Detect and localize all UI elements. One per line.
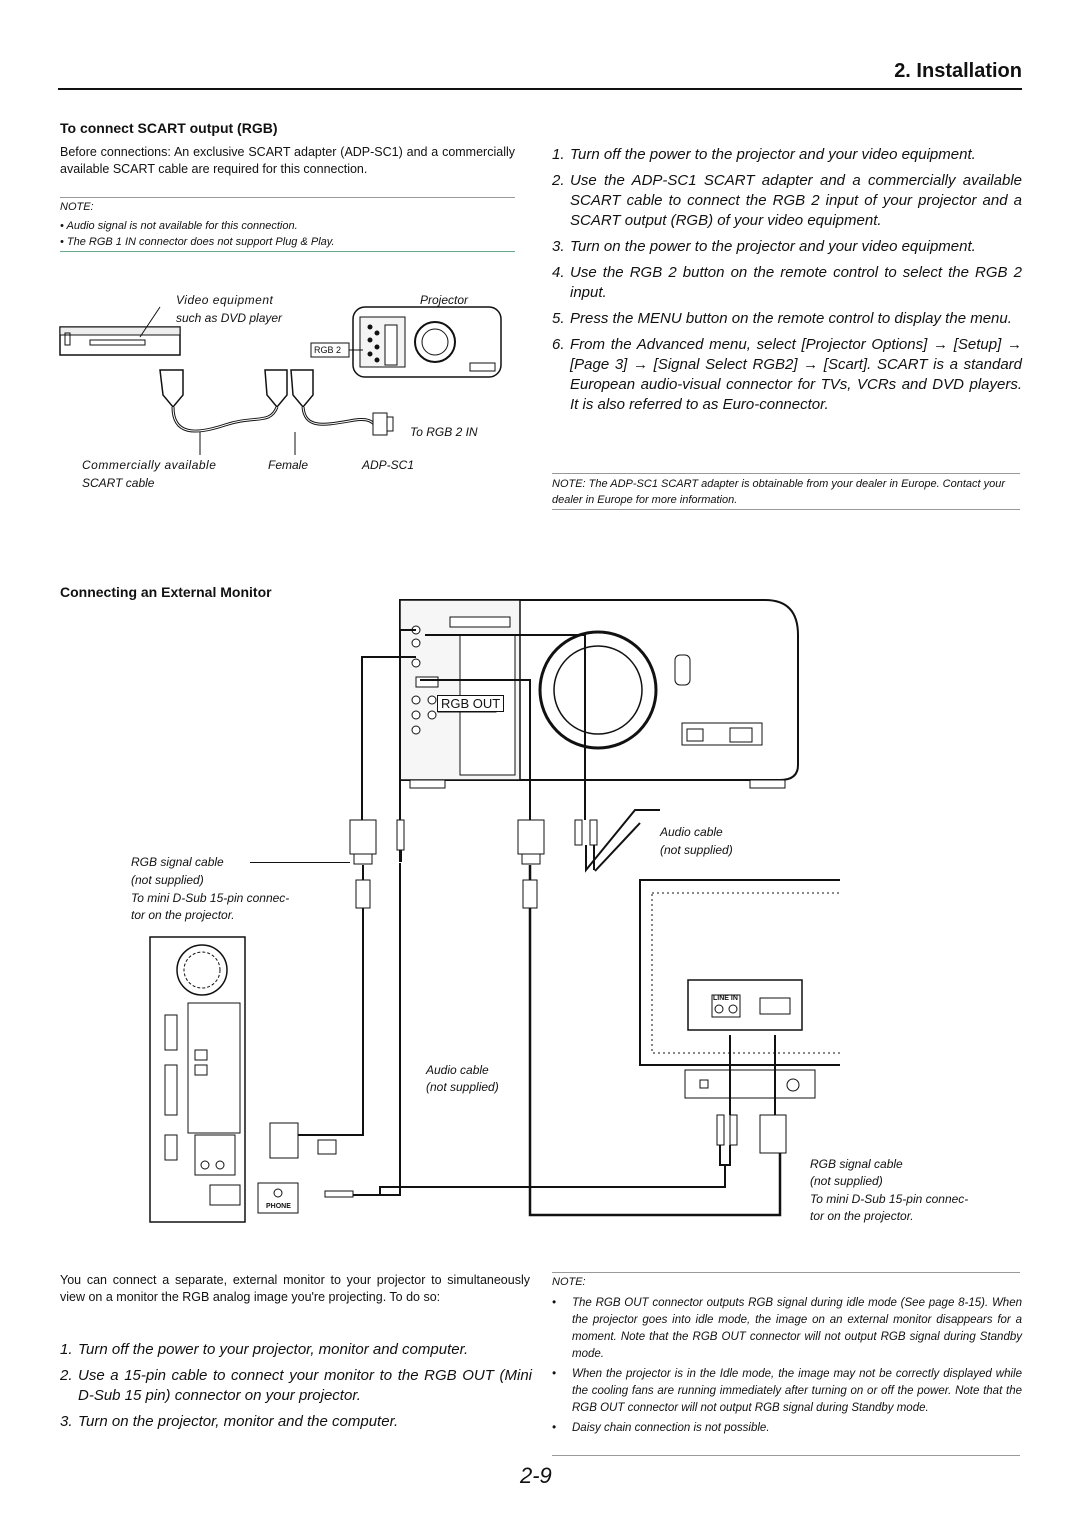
label-projector: Projector [420,293,469,307]
list-item: • Daisy chain connection is not possible. [552,1422,770,1434]
label-not-supplied-1: (not supplied) [660,843,733,857]
scart-steps [552,145,1022,421]
projector-rear-icon [400,600,798,788]
page-header-title: 2. Installation [894,60,1022,82]
list-item: 6. From the Advanced menu, select [Projector Options] → [Setup] → [Page 3] → [Signal Select RGB2] → [Scart]. SCART is a standard European audio-visual connector for TVs, VCRs and DVD players. It is also referred to as Euro-connector. [552,336,1022,413]
list-item: 5. Press the MENU button on the remote control to display the menu. [552,310,1012,327]
leader-line [250,862,350,863]
monitor-icon [640,880,840,1098]
side-note-rule-bottom [552,509,1020,510]
monitor-intro: You can connect a separate, external monitor to your projector to simultaneously view on a monitor the RGB analog image you're projecting. To do so: [60,1273,530,1304]
label-female: Female [268,458,309,472]
label-audio-cable-1: Audio cable [660,825,723,839]
label-phone: PHONE [266,1203,291,1210]
label-video-equipment: Video equipment [176,293,274,307]
note-rule-bottom [60,251,515,252]
label-rgb2: RGB 2 [314,345,342,355]
header-rule [58,88,1022,90]
page-number: 2-9 [520,1463,552,1488]
label-adp-sc1: ADP-SC1 [362,458,415,472]
monitor-steps [60,1340,532,1438]
monitor-notes [552,1295,1022,1440]
label-tor-1: tor on the projector. [131,908,235,922]
label-scart-cable: SCART cable [82,476,155,490]
label-not-supplied-3: (not supplied) [426,1080,499,1094]
vga-plug-icon [350,820,544,864]
list-item: • When the projector is in the Idle mode, the image may not be correctly displayed while the cooling fans are running immediately after turning on or off the power. Note that the RGB OUT connector will not output RGB signal during Standby mode. [552,1368,1022,1414]
list-item: 3. Turn on the power to the projector and your video equipment. [552,238,976,255]
pc-vga-plug-icon [270,1123,336,1158]
dvd-player-icon [60,327,180,355]
monitor-note-label: NOTE: [552,1276,586,1288]
label-to-rgb2-in: To RGB 2 IN [410,425,478,439]
label-not-supplied-2: (not supplied) [131,873,204,887]
label-rgb-signal-cable-1: RGB signal cable [131,855,224,869]
list-item: 2. Use a 15-pin cable to connect your monitor to the RGB OUT (Mini D-Sub 15 pin) connector on your projector. [60,1367,532,1404]
scart-plug-left-icon [160,370,183,407]
list-item: 2. Use the ADP-SC1 SCART adapter and a commercially available SCART cable to connect the RGB 2 input of your projector and a SCART output (RGB) of your video equipment. [552,172,1022,229]
label-line-in: LINE IN [713,995,738,1002]
scart-note-label: NOTE: [60,201,94,213]
label-to-mini-2: To mini D-Sub 15-pin connec- [810,1192,969,1206]
label-rgb-signal-cable-2: RGB signal cable [810,1157,903,1171]
label-dvd-player: such as DVD player [176,311,283,325]
label-to-mini-1: To mini D-Sub 15-pin connec- [131,891,290,905]
label-tor-2: tor on the projector. [810,1209,914,1223]
scart-side-note: NOTE: The ADP-SC1 SCART adapter is obtainable from your dealer in Europe. Contact your dealer in Europe for more information. [552,478,1006,506]
scart-intro: Before connections: An exclusive SCART adapter (ADP-SC1) and a commercially available SCART cable are required for this connection. [60,145,515,176]
note-rule-top [60,197,515,198]
monitor-note-rule-bottom [552,1455,1020,1456]
list-item: 4. Use the RGB 2 button on the remote control to select the RGB 2 input. [552,264,1022,301]
label-rgb-out: RGB OUT [437,695,504,712]
label-not-supplied-4: (not supplied) [810,1174,883,1188]
scart-note-2: • The RGB 1 IN connector does not support Plug & Play. [60,236,335,248]
monitor-note-rule-top [552,1272,1020,1273]
computer-tower-icon [150,937,245,1222]
scart-plug-female-icon [265,370,313,407]
list-item: 3. Turn on the projector, monitor and the computer. [60,1413,399,1430]
projector-icon [353,307,501,377]
side-note-rule-top [552,473,1020,474]
list-item: 1. Turn off the power to your projector, monitor and computer. [60,1341,469,1358]
list-item: • The RGB OUT connector outputs RGB signal during idle mode (See page 8-15). When the projector goes into idle mode, the image on an external monitor disappears for a moment. Note that the RGB OUT connector will not output RGB signal during Standby mode. [552,1297,1022,1360]
audio-plug-icon [397,820,597,862]
scart-heading: To connect SCART output (RGB) [60,120,278,136]
label-audio-cable-2: Audio cable [426,1063,489,1077]
list-item: 1. Turn off the power to the projector and your video equipment. [552,146,976,163]
monitor-heading: Connecting an External Monitor [60,584,272,600]
label-commercially-available: Commercially available [82,458,217,472]
scart-note-1: • Audio signal is not available for this connection. [60,220,298,232]
vga-plug-icon [373,413,393,435]
